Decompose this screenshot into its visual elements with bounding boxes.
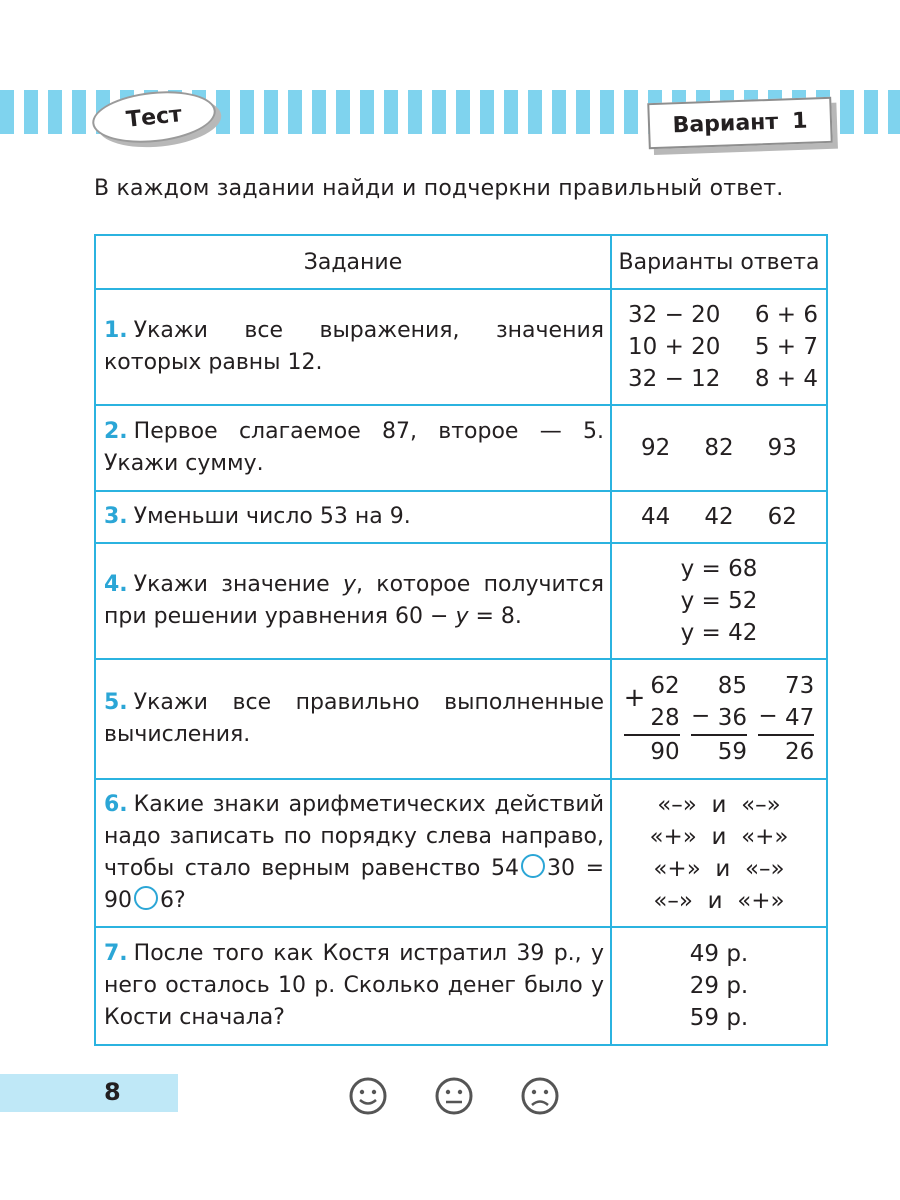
calc-top: 62 [650, 673, 680, 699]
answer-option[interactable]: 49 р. [689, 941, 749, 967]
answer-option[interactable]: y = 52 [680, 588, 758, 614]
task-7 [95, 927, 611, 1045]
task-variable: y [455, 604, 469, 629]
self-assessment-faces [348, 1076, 560, 1116]
variant-number: 1 [791, 108, 808, 134]
answers-6 [611, 779, 827, 927]
task-number: 5. [104, 690, 128, 715]
task-3 [95, 491, 611, 543]
answers-4 [611, 543, 827, 659]
column-calculation[interactable] [691, 670, 747, 768]
task-text: Укажи все правильно выполненные вычисления. [104, 690, 604, 747]
answer-option[interactable]: 59 р. [689, 1005, 749, 1031]
column-calculation[interactable] [758, 670, 814, 768]
answers-5 [611, 659, 827, 779]
answer-option[interactable]: y = 42 [680, 620, 758, 646]
header-answers: Варианты ответа [611, 235, 827, 289]
answers-3 [611, 491, 827, 543]
table-row [95, 491, 827, 543]
task-text: После того как Костя истратил 39 р., у него осталось 10 р. Сколько денег было у Кости сначала? [104, 941, 604, 1030]
answer-option[interactable]: 10 + 20 [628, 334, 721, 360]
table-row [95, 543, 827, 659]
table-row [95, 659, 827, 779]
task-text: Первое слагаемое 87, второе — 5. Укажи сумму. [104, 419, 604, 476]
table-header-row [95, 235, 827, 289]
table-row [95, 289, 827, 405]
page-number: 8 [104, 1078, 121, 1106]
task-variable: y [342, 572, 356, 597]
task-text: = 8. [468, 604, 522, 629]
task-text: Укажи значение [133, 572, 343, 597]
table-row [95, 779, 827, 927]
answer-option[interactable]: 42 [704, 504, 734, 530]
happy-face-icon[interactable] [348, 1076, 388, 1116]
answer-option[interactable]: 29 р. [689, 973, 749, 999]
task-table [94, 234, 828, 1046]
sad-face-icon[interactable] [520, 1076, 560, 1116]
table-row [95, 927, 827, 1045]
variant-label: Вариант [672, 109, 779, 138]
task-text: Укажи все выражения, значения которых равны 12. [104, 318, 604, 375]
task-number: 1. [104, 318, 128, 343]
operation-sign: + [623, 683, 646, 713]
calc-top: 73 [785, 673, 815, 699]
answers-7 [611, 927, 827, 1045]
answer-option[interactable]: 62 [767, 504, 797, 530]
page-number-strip [0, 1074, 178, 1112]
calc-top: 85 [717, 673, 747, 699]
task-number: 6. [104, 792, 128, 817]
answer-option[interactable]: 8 + 4 [754, 366, 818, 392]
task-number: 7. [104, 941, 128, 966]
column-calculation[interactable] [624, 670, 680, 768]
equation-part: 30 = 90 [104, 856, 605, 913]
blank-circle-icon [521, 854, 545, 878]
task-text: Уменьши число 53 на 9. [133, 504, 411, 529]
answer-option[interactable]: «–» и «+» [653, 888, 785, 914]
instruction-text: В каждом задании найди и подчеркни правильный ответ. [94, 176, 784, 201]
answer-option[interactable]: 44 [641, 504, 671, 530]
task-number: 3. [104, 504, 128, 529]
answer-option[interactable]: 93 [767, 435, 797, 461]
answer-option[interactable]: «+» и «+» [649, 824, 789, 850]
neutral-face-icon[interactable] [434, 1076, 474, 1116]
calc-result: 59 [717, 739, 747, 765]
calc-bottom: 36 [691, 702, 747, 736]
task-2 [95, 405, 611, 491]
equation-part: 6? [160, 888, 186, 913]
calc-bottom: 47 [758, 702, 814, 736]
answer-option[interactable]: y = 68 [680, 556, 758, 582]
operation-sign: − [758, 703, 778, 729]
operation-sign: − [690, 703, 711, 729]
answers-2 [611, 405, 827, 491]
table-row [95, 405, 827, 491]
answer-option[interactable]: «+» и «–» [653, 856, 785, 882]
task-5 [95, 659, 611, 779]
variant-badge [647, 97, 832, 149]
task-number: 4. [104, 572, 128, 597]
task-4 [95, 543, 611, 659]
task-text: Какие знаки арифметических действий надо записать по порядку слева направо, чтобы стало верным равенство [104, 792, 604, 881]
answer-option[interactable]: 6 + 6 [754, 302, 818, 328]
task-1 [95, 289, 611, 405]
answer-option[interactable]: 5 + 7 [754, 334, 818, 360]
answer-option[interactable]: 92 [641, 435, 671, 461]
equation-part: 54 [490, 856, 519, 881]
answer-option[interactable]: 32 − 12 [628, 366, 721, 392]
calc-bottom: 28 [624, 702, 680, 736]
answers-1 [611, 289, 827, 405]
calc-result: 90 [650, 739, 680, 765]
answer-option[interactable]: 82 [704, 435, 734, 461]
answer-option[interactable]: 32 − 20 [628, 302, 721, 328]
calc-result: 26 [785, 739, 815, 765]
task-text: , которое получится при решении уравнения 60 − [104, 572, 604, 629]
header-task: Задание [95, 235, 611, 289]
blank-circle-icon [134, 886, 158, 910]
answer-option[interactable]: «–» и «–» [657, 792, 781, 818]
task-6 [95, 779, 611, 927]
task-number: 2. [104, 419, 128, 444]
test-label: Тест [124, 101, 184, 133]
